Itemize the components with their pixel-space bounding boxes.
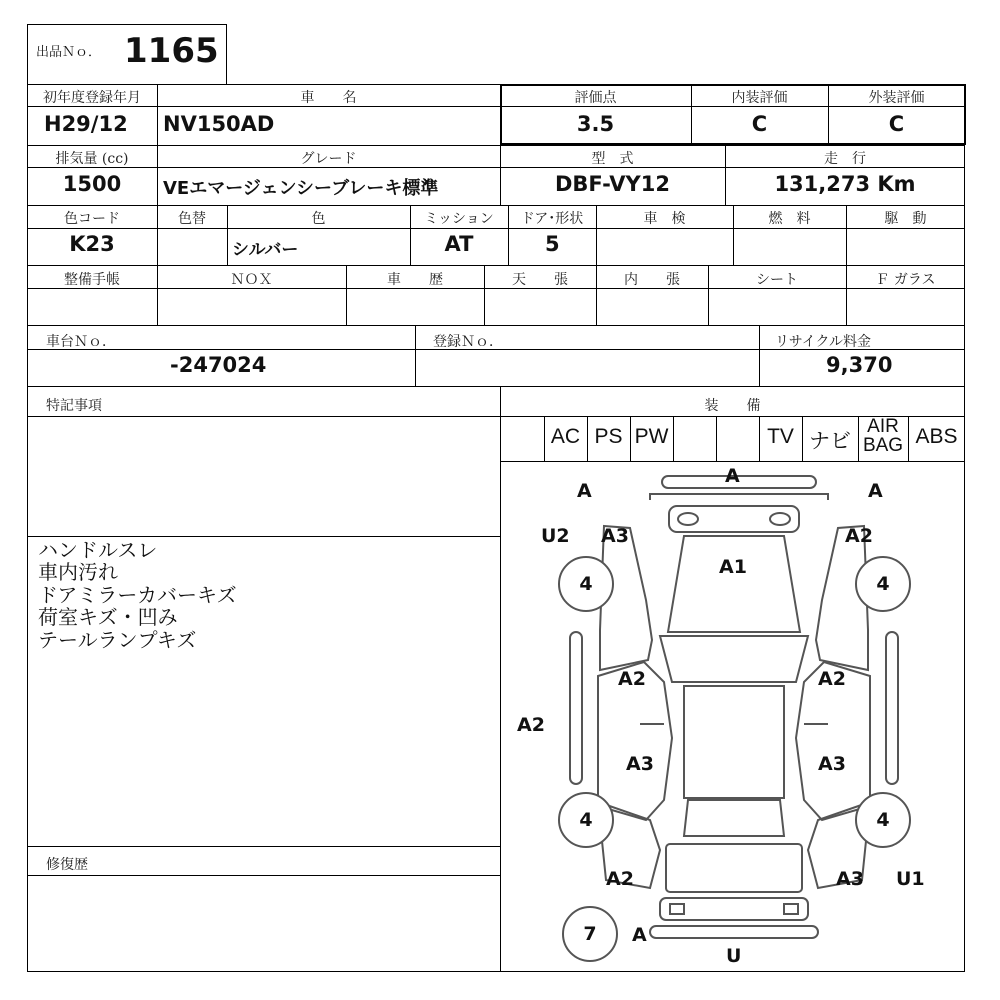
interior-grade-value: C xyxy=(751,112,768,136)
mark-u2: U2 xyxy=(541,525,570,547)
equipment-item-pw: PW xyxy=(634,425,669,448)
equipment-item-tv: TV xyxy=(767,425,794,448)
color-change-label: 色替 xyxy=(178,211,206,227)
interior-grade-label: 内装評価 xyxy=(731,90,788,106)
mark-rear-right: A3 xyxy=(836,868,864,890)
fuel-label: 燃 料 xyxy=(768,211,811,227)
mark-front-door-left: A2 xyxy=(618,668,646,690)
door-shape-label: ドア･形状 xyxy=(520,211,584,227)
tire-rear-right: 4 xyxy=(876,809,890,831)
displacement-value: 1500 xyxy=(62,172,122,196)
exterior-grade-value: C xyxy=(888,112,905,136)
exterior-grade-label: 外装評価 xyxy=(868,90,925,106)
drive-label: 駆 動 xyxy=(884,211,927,227)
grade-value: VEエマージェンシーブレーキ標準 xyxy=(163,178,439,199)
mark-u1: U1 xyxy=(896,868,925,890)
registration-number-label: 登録Ｎｏ． xyxy=(433,334,503,350)
color-value: シルバー xyxy=(232,240,299,260)
color-label: 色 xyxy=(311,211,326,227)
mark-left-side: A2 xyxy=(517,714,545,736)
mark-rear-left: A2 xyxy=(606,868,634,890)
mark-front-right: A xyxy=(868,480,883,502)
vehicle-history-label: 車 歴 xyxy=(387,272,443,288)
tire-rear-left: 4 xyxy=(579,809,593,831)
recycle-fee-label: リサイクル料金 xyxy=(775,334,872,350)
note-line: ハンドルスレ xyxy=(38,538,158,562)
note-line: ドアミラーカバーキズ xyxy=(38,583,237,607)
repair-history-label: 修復歴 xyxy=(46,857,88,873)
note-line: 荷室キズ・凹み xyxy=(38,605,178,629)
model-value: DBF-VY12 xyxy=(554,172,670,196)
mileage-value: 131,273 Km xyxy=(774,172,916,196)
color-code-value: K23 xyxy=(69,232,115,256)
spare-tire: 7 xyxy=(583,923,597,945)
seat-label: シート xyxy=(756,272,798,288)
recycle-fee-value: 9,370 xyxy=(826,353,893,377)
car-diagram xyxy=(501,462,965,972)
inspection-label: 車 検 xyxy=(643,211,686,227)
mark-rear-door-left: A3 xyxy=(626,753,654,775)
equipment-item-ac: AC xyxy=(550,425,581,448)
mark-front-left: A xyxy=(577,480,592,502)
model-label: 型 式 xyxy=(591,151,634,167)
note-line: テールランプキズ xyxy=(38,628,197,652)
door-shape-value: 5 xyxy=(545,232,560,256)
nox-label: ＮＯＸ xyxy=(230,272,273,288)
tire-front-left: 4 xyxy=(579,573,593,595)
color-code-label: 色コード xyxy=(64,211,120,227)
score-label: 評価点 xyxy=(574,90,617,106)
equipment-item-ps: PS xyxy=(594,425,623,448)
chassis-number-label: 車台Ｎｏ． xyxy=(46,334,116,350)
mark-front-door-right: A2 xyxy=(818,668,846,690)
equipment-item-abs: ABS xyxy=(915,425,958,448)
chassis-number-value: -247024 xyxy=(170,353,267,377)
maintenance-record-label: 整備手帳 xyxy=(64,272,120,288)
lot-number-box xyxy=(27,24,227,85)
transmission-value: AT xyxy=(444,232,474,256)
mark-rear-bumper-a: A xyxy=(632,924,647,946)
mark-rear-door-right: A3 xyxy=(818,753,846,775)
interior-lining-label: 内 張 xyxy=(624,272,680,288)
mark-front-bumper: A xyxy=(725,465,740,487)
equipment-label: 装 備 xyxy=(704,398,761,414)
mark-hood: A1 xyxy=(719,556,747,578)
roof-lining-label: 天 張 xyxy=(512,272,568,288)
displacement-label: 排気量 (cc) xyxy=(55,151,129,167)
mileage-label: 走 行 xyxy=(824,151,866,167)
transmission-label: ミッション xyxy=(424,211,494,227)
tire-front-right: 4 xyxy=(876,573,890,595)
score-value: 3.5 xyxy=(576,112,615,136)
note-line: 車内汚れ xyxy=(38,560,118,584)
mark-right-fender: A2 xyxy=(845,525,873,547)
first-registration-value: H29/12 xyxy=(44,112,128,136)
first-registration-label: 初年度登録年月 xyxy=(43,90,141,106)
lot-number-label: 出品Ｎｏ． xyxy=(36,45,102,60)
equipment-item-airbag: AIR BAG xyxy=(862,416,904,456)
front-glass-label: Ｆ ガラス xyxy=(875,272,936,288)
car-name-label: 車 名 xyxy=(300,90,357,106)
mark-left-fender: A3 xyxy=(601,525,629,547)
notes-label: 特記事項 xyxy=(46,398,102,414)
grade-label: グレード xyxy=(300,151,357,167)
mark-rear-bumper-u: U xyxy=(726,945,742,967)
car-name-value: NV150AD xyxy=(163,112,275,136)
lot-number-value: 1165 xyxy=(124,31,219,71)
equipment-item-navi: ナビ xyxy=(809,430,851,453)
